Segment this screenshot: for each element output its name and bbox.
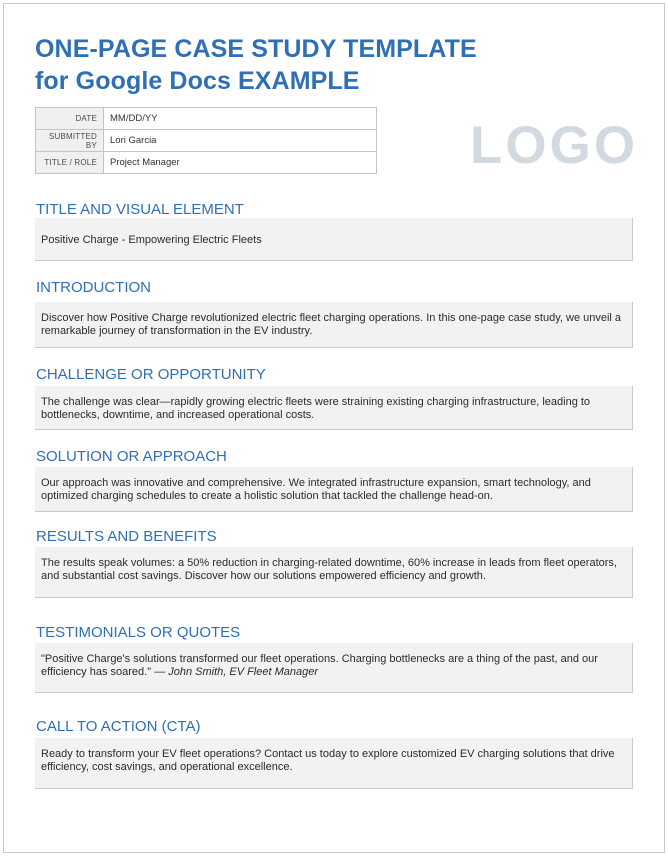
meta-value-date[interactable]: MM/DD/YY — [104, 108, 377, 130]
meta-row-title-role — [36, 152, 377, 174]
title-line-1: ONE-PAGE CASE STUDY TEMPLATE — [35, 35, 477, 63]
section-body-results[interactable]: The results speak volumes: a 50% reduction in charging-related downtime, 60% increase in leads from fleet operators, and substantial cost savings. Discover how our solutions empowered efficiency and growth. — [35, 547, 633, 598]
meta-label-submitted-by: SUBMITTED BY — [36, 130, 104, 152]
section-body-testimonials[interactable] — [35, 643, 633, 693]
section-heading-title-visual: TITLE AND VISUAL ELEMENT — [36, 201, 244, 218]
meta-row-date — [36, 108, 377, 130]
section-heading-challenge: CHALLENGE OR OPPORTUNITY — [36, 366, 266, 383]
section-body-introduction[interactable]: Discover how Positive Charge revolutionized electric fleet charging operations. In this one-page case study, we unveil a remarkable journey of transformation in the EV industry. — [35, 302, 633, 348]
meta-table — [35, 107, 377, 174]
section-body-solution[interactable]: Our approach was innovative and comprehensive. We integrated infrastructure expansion, smart technology, and optimized charging schedules to create a holistic solution that tackled the challenge head-on. — [35, 467, 633, 512]
meta-label-date: DATE — [36, 108, 104, 130]
testimonial-quote: "Positive Charge's solutions transformed our fleet operations. Charging bottlenecks are a thing of the past, and our efficiency has soared." — — [41, 653, 598, 678]
section-heading-testimonials: TESTIMONIALS OR QUOTES — [36, 624, 241, 641]
section-body-cta[interactable]: Ready to transform your EV fleet operations? Contact us today to explore customized EV charging solutions that drive efficiency, cost savings, and operational excellence. — [35, 738, 633, 789]
section-heading-introduction: INTRODUCTION — [36, 279, 151, 296]
meta-label-title-role: TITLE / ROLE — [36, 152, 104, 174]
title-line-2: for Google Docs EXAMPLE — [35, 67, 360, 95]
section-heading-results: RESULTS AND BENEFITS — [36, 528, 217, 545]
section-heading-solution: SOLUTION OR APPROACH — [36, 448, 227, 465]
section-body-challenge[interactable]: The challenge was clear—rapidly growing electric fleets were straining existing charging infrastructure, leading to bottlenecks, downtime, and increased operational costs. — [35, 386, 633, 430]
section-body-title-visual[interactable]: Positive Charge - Empowering Electric Fleets — [35, 218, 633, 261]
logo-placeholder: LOGO — [470, 116, 639, 175]
page-title — [35, 33, 477, 97]
meta-value-title-role[interactable]: Project Manager — [104, 152, 377, 174]
meta-value-submitted-by[interactable]: Lori Garcia — [104, 130, 377, 152]
testimonial-attribution: John Smith, EV Fleet Manager — [168, 666, 319, 678]
section-heading-cta: CALL TO ACTION (CTA) — [36, 718, 201, 735]
meta-row-submitted-by — [36, 130, 377, 152]
